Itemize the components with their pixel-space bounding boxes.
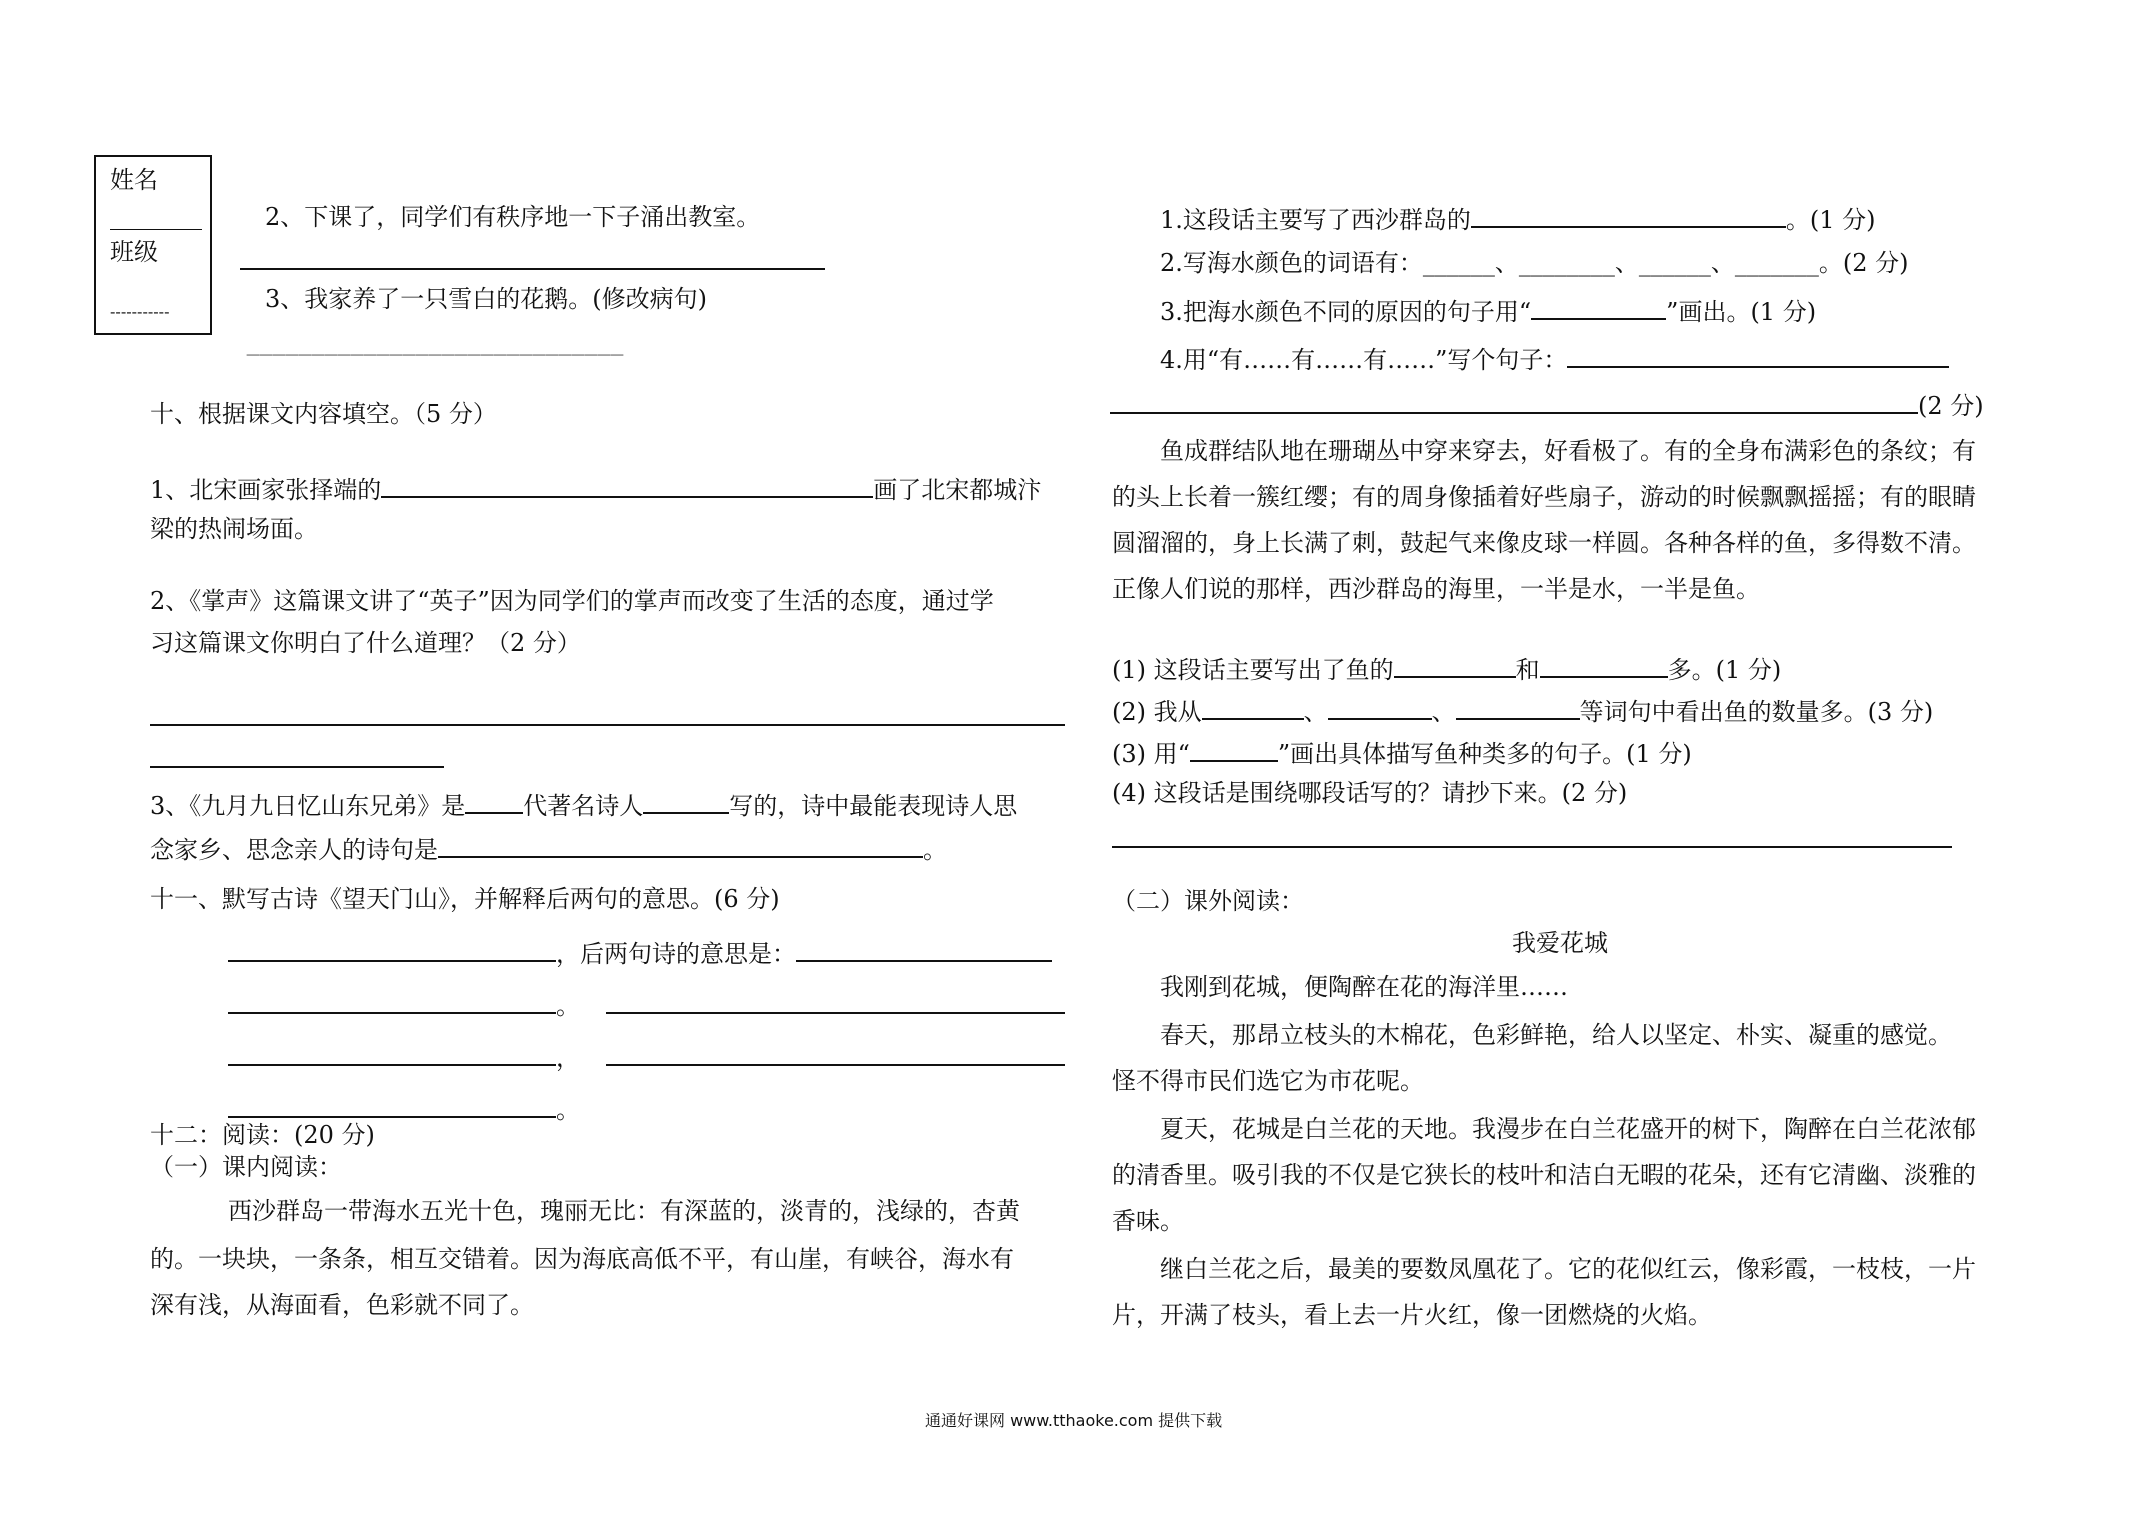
passage1-line1: 西沙群岛一带海水五光十色，瑰丽无比：有深蓝的，淡青的，浅绿的，杏黄 xyxy=(228,1197,1020,1225)
ext-line1: 我刚到花城，便陶醉在花的海洋里…… xyxy=(1160,973,1568,1001)
q10-3 xyxy=(150,786,1017,823)
fish-q1-blank-1[interactable] xyxy=(1394,650,1516,678)
r-q1-text: 1.这段话主要写了西沙群岛的 xyxy=(1160,206,1471,234)
q12-sub: （一）课内阅读： xyxy=(150,1153,342,1181)
q10-1-text-b: 画了北宋都城汴 xyxy=(873,476,1042,504)
q11-title: 十一、默写古诗《望天门山》，并解释后两句的意思。(6 分) xyxy=(150,885,780,913)
q10-1-text-a: 1、北宋画家张择端的 xyxy=(150,476,382,504)
fish-q2-blank-1[interactable] xyxy=(1202,692,1304,720)
ext-line6: 香味。 xyxy=(1112,1207,1184,1235)
q10-3-text-c: 写的，诗中最能表现诗人思 xyxy=(729,792,1018,820)
fish-q3-blank[interactable] xyxy=(1190,734,1278,762)
q11-meaning-label: ，后两句诗的意思是： xyxy=(556,940,796,968)
fish-q2-blank-3[interactable] xyxy=(1456,692,1580,720)
q11-row3 xyxy=(228,1038,580,1075)
fish-q1 xyxy=(1112,650,1781,687)
ext-line2: 春天，那昂立枝头的木棉花，色彩鲜艳，给人以坚定、朴实、凝重的感觉。 xyxy=(1160,1021,1952,1049)
fish-q2-blank-2[interactable] xyxy=(1328,692,1432,720)
r-q1-blank[interactable] xyxy=(1471,200,1786,228)
ext-line7: 继白兰花之后，最美的要数凤凰花了。它的花似红云，像彩霞，一枝枝，一片 xyxy=(1160,1255,1976,1283)
answer-line-q10-2[interactable] xyxy=(150,724,1065,726)
fish-q2-text-d: 等词句中看出鱼的数量多。(3 分) xyxy=(1579,698,1934,726)
meaning-line-1[interactable] xyxy=(796,934,1052,962)
footer-text: 通通好课网 www.tthaoke.com 提供下载 xyxy=(925,1411,1223,1430)
sentence-2: 2、下课了，同学们有秩序地一下子涌出教室。 xyxy=(265,203,761,231)
fish-q1-blank-2[interactable] xyxy=(1540,650,1668,678)
sentence-3: 3、我家养了一只雪白的花鹅。(修改病句) xyxy=(265,285,707,313)
r-q1-score: 。(1 分) xyxy=(1785,206,1876,234)
fish-q3-text-b: ”画出具体描写鱼种类多的句子。(1 分) xyxy=(1277,740,1692,768)
r-q4-text: 4.用“有……有……有……”写个句子： xyxy=(1160,346,1568,374)
class-field[interactable]: ----------- xyxy=(110,302,170,321)
r-q1 xyxy=(1160,200,1876,237)
q10-1 xyxy=(150,470,1041,507)
fish-q1-text-c: 多。(1 分) xyxy=(1667,656,1782,684)
r-q4-score: (2 分) xyxy=(1918,392,1984,420)
fish-q2-sep: 、 xyxy=(1303,698,1328,726)
poet-blank[interactable] xyxy=(643,786,729,814)
passage2-line4: 正像人们说的那样，西沙群岛的海里，一半是水，一半是鱼。 xyxy=(1112,575,1760,603)
name-label: 姓名 xyxy=(110,166,158,194)
ext-line5: 的清香里。吸引我的不仅是它狭长的枝叶和洁白无暇的花朵，还有它清幽、淡雅的 xyxy=(1112,1161,1976,1189)
fish-q2-sep: 、 xyxy=(1431,698,1456,726)
passage2-line3: 圆溜溜的，身上长满了刺，鼓起气来像皮球一样圆。各种各样的鱼，多得数不清。 xyxy=(1112,529,1976,557)
q10-1-cont: 梁的热闹场面。 xyxy=(150,515,318,543)
poem-line-3[interactable] xyxy=(228,1038,556,1066)
answer-line-s2[interactable] xyxy=(240,268,825,270)
passage1-line2: 的。一块块，一条条，相互交错着。因为海底高低不平，有山崖，有峡谷，海水有 xyxy=(150,1245,1014,1273)
r-q4-blank[interactable] xyxy=(1567,340,1949,368)
ext-line8: 片，开满了枝头，看上去一片火红，像一团燃烧的火焰。 xyxy=(1112,1301,1712,1329)
r-q4-blank-2[interactable] xyxy=(1110,386,1918,414)
r-q3-text-a: 3.把海水颜色不同的原因的句子用“ xyxy=(1160,298,1532,326)
poem-line-2[interactable] xyxy=(228,986,556,1014)
passage1-line3: 深有浅，从海面看，色彩就不同了。 xyxy=(150,1291,534,1319)
r-q4-cont xyxy=(1110,386,1984,423)
fish-q4-answer-line[interactable] xyxy=(1112,846,1952,848)
ext-line3: 怪不得市民们选它为市花呢。 xyxy=(1112,1067,1424,1095)
r-q3 xyxy=(1160,292,1816,329)
q12-title: 十二：阅读：(20 分) xyxy=(150,1121,375,1149)
story-title: 我爱花城 xyxy=(1512,929,1608,957)
comma: ， xyxy=(556,1044,580,1072)
name-field[interactable] xyxy=(110,229,202,230)
period: 。 xyxy=(556,992,580,1020)
ext-line4: 夏天，花城是白兰花的天地。我漫步在白兰花盛开的树下，陶醉在白兰花浓郁 xyxy=(1160,1115,1976,1143)
dynasty-blank[interactable] xyxy=(465,786,523,814)
fish-q4: (4) 这段话是围绕哪段话写的？请抄下来。(2 分) xyxy=(1112,779,1628,807)
poem-line-4[interactable] xyxy=(228,1090,556,1118)
q11-row2 xyxy=(228,986,580,1023)
fish-q3-text-a: (3) 用“ xyxy=(1112,740,1190,768)
q10-3-cont xyxy=(150,830,947,867)
fish-q1-text-a: (1) 这段话主要写出了鱼的 xyxy=(1112,656,1394,684)
q10-2-line1: 2、《掌声》这篇课文讲了“英子”因为同学们的掌声而改变了生活的态度，通过学 xyxy=(150,587,994,615)
q10-1-blank[interactable] xyxy=(381,470,873,498)
fish-q2-text-a: (2) 我从 xyxy=(1112,698,1202,726)
answer-line-q10-2b[interactable] xyxy=(150,766,444,768)
fish-q1-text-b: 和 xyxy=(1515,656,1540,684)
fish-q3 xyxy=(1112,734,1692,771)
q10-3-text-d: 念家乡、思念亲人的诗句是 xyxy=(150,836,438,864)
class-label: 班级 xyxy=(110,238,158,266)
r-q3-text-b: ”画出。(1 分) xyxy=(1666,298,1817,326)
fish-q2 xyxy=(1112,692,1933,729)
r-q3-blank[interactable] xyxy=(1531,292,1666,320)
ext-reading-title: （二）课外阅读： xyxy=(1112,887,1304,915)
poem-line-1[interactable] xyxy=(228,934,556,962)
meaning-line-3[interactable] xyxy=(606,1064,1065,1066)
verse-blank[interactable] xyxy=(438,830,923,858)
q10-title: 十、根据课文内容填空。（5 分） xyxy=(150,400,497,428)
q10-3-text-a: 3、《九月九日忆山东兄弟》是 xyxy=(150,792,466,820)
r-q4 xyxy=(1160,340,1949,377)
q11-row1 xyxy=(228,934,1052,971)
dash-answer-line[interactable]: ————————————————————————————— xyxy=(246,347,623,363)
q10-3-text-b: 代著名诗人 xyxy=(523,792,644,820)
r-q2[interactable]: 2.写海水颜色的词语有：______、________、______、_______。(2 分) xyxy=(1160,249,1909,277)
passage2-line1: 鱼成群结队地在珊瑚丛中穿来穿去，好看极了。有的全身布满彩色的条纹；有 xyxy=(1160,437,1976,465)
q10-2-line2: 习这篇课文你明白了什么道理？（2 分） xyxy=(150,629,581,657)
passage2-line2: 的头上长着一簇红缨；有的周身像插着好些扇子，游动的时候飘飘摇摇；有的眼睛 xyxy=(1112,483,1976,511)
period: 。 xyxy=(556,1096,580,1124)
period: 。 xyxy=(923,836,947,864)
meaning-line-2[interactable] xyxy=(606,1012,1065,1014)
name-class-box xyxy=(94,155,212,335)
